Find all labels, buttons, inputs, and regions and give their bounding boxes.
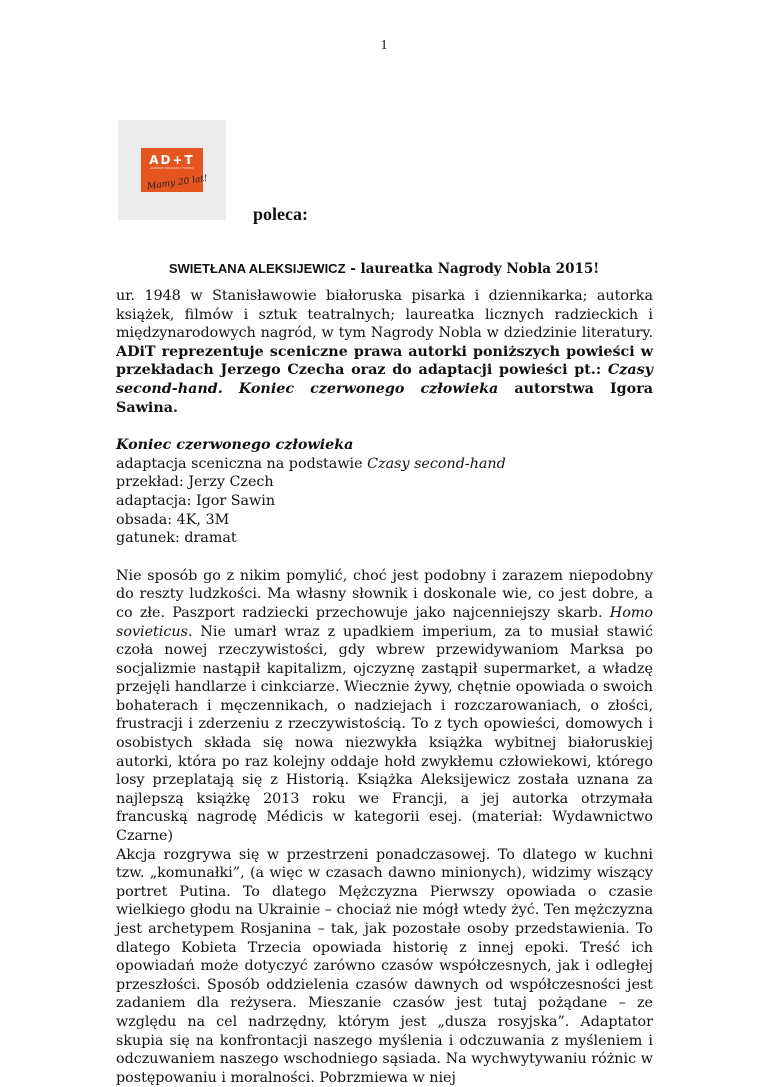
adapter-text: autorstwa Igora Sawina.	[116, 380, 653, 416]
logo-script: Mamy 20 lat!	[146, 173, 209, 193]
homo-sovieticus: Homo sovieticus	[116, 604, 653, 640]
work-basis	[116, 455, 653, 474]
basis-text: adaptacja sceniczna na podstawie	[116, 455, 368, 472]
page-number: 1	[380, 38, 388, 53]
description-part2: . Nie umarł wraz z upadkiem imperium, za to musiał stawić czoła nowej rzeczywistości, gdy wbrew przewidywaniom Marksa po socjalizmie nastąpił kapitalizm, ojczyznę zastąpił supermarket, a władzę przejęli handlarze i cinkciarze. Wiecznie żywy, chętnie opowiada o swoich bohaterach i męczennikach, o nadziejach i rozczarowaniach, o złości, frustracji i zderzeniu z rzeczywistością. To z tych opowieści, domowych i osobistych składa się nowa niezwykła książka wybitnej białoruskiej autorki, która po raz kolejny oddaje hołd zwykłemu człowiekowi, którego losy przeplatają się z Historią. Książka Aleksijewicz została uznana za najlepszą książkę 2013 roku we Francji, a jej autorka otrzymała francuską nagrodę Médicis w kategorii esej. (materiał: Wydawnictwo Czarne)	[116, 623, 653, 845]
nobel-laureate-text: - laureatka Nagrody Nobla 2015!	[345, 261, 600, 277]
book-title: Czasy second-hand. Koniec czerwonego człowieka	[116, 362, 653, 397]
logo-subtext: AGENCJA DRAMATU I TEATRU	[150, 166, 194, 170]
document-body	[116, 287, 653, 1087]
logo-text: AD+T	[149, 153, 195, 167]
staging-paragraph: Akcja rozgrywa się w przestrzeni ponadczasowej. To dlatego w kuchni tzw. „komunałki”, (a więc w czasach dawno minionych), widzimy wiszący portret Putina. To dlatego Mężczyzna Pierwszy opowiada o czasie wielkiego głodu na Ukrainie – chociaż nie mógł wtedy żyć. Ten mężczyzna jest archetypem Rosjanina – tak, jak pozostałe osoby przedstawienia. To dlatego Kobieta Trzecia opowiada historię z innej epoki. Treść ich opowiadań może dotyczyć zarówno czasów współczesnych, jak i odległej przeszłości. Sposób oddzielenia czasów dawnych od współczesności jest zadaniem dla reżysera. Mieszanie czasów jest tutaj pożądane – ze względu na cel nadrzędny, którym jest „dusza rosyjska”. Adaptator skupia się na konfrontacji naszego myślenia i odczuwania z myśleniem i odczuwaniem naszego wschodniego sąsiada. Na wychwytywaniu różnic w postępowaniu i moralności. Pobrzmiewa w niej	[116, 846, 653, 1086]
work-adaptation: adaptacja: Igor Sawin	[116, 492, 276, 509]
work-genre: gatunek: dramat	[116, 530, 237, 547]
bio-text: ur. 1948 w Stanisławowie białoruska pisarka i dziennikarka; autorka książek, filmów i sztuk teatralnych; laureatka licznych radzieckich i międzynarodowych nagród, w tym Nagrody Nobla w dziedzinie literatury.	[116, 288, 653, 342]
author-headline	[0, 258, 768, 277]
basis-title: Czasy second-hand	[367, 455, 506, 472]
agency-logo	[118, 120, 226, 220]
author-bio	[116, 287, 653, 417]
work-title	[116, 436, 653, 455]
logo-badge	[141, 148, 209, 193]
recommends-heading: poleca:	[253, 204, 308, 224]
work-translation: przekład: Jerzy Czech	[116, 474, 274, 491]
description-part1: Nie sposób go z nikim pomylić, choć jest podobny i zarazem niepodobny do reszty ludzkości. Ma własny słownik i doskonale wie, co jest dobre, a co złe. Paszport radziecki przechowuje jako najcenniejszy skarb.	[116, 567, 653, 621]
work-title-text: Koniec czerwonego człowieka	[116, 437, 354, 454]
author-name: SWIETŁANA ALEKSIJEWICZ	[168, 261, 346, 276]
rights-statement	[116, 344, 653, 416]
description-paragraph	[116, 567, 653, 846]
work-cast: obsada: 4K, 3M	[116, 511, 230, 528]
rights-text: ADiT reprezentuje sceniczne prawa autorki poniższych powieści w przekładach Jerzego Czecha oraz do adaptacji powieści pt.:	[116, 343, 653, 379]
